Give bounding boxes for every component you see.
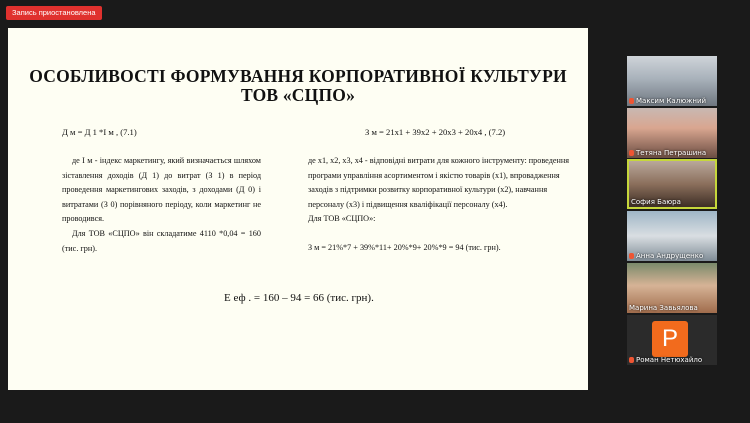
- left-paragraph-2: Для ТОВ «СЦПО» він складатиме 4110 *0,04 = 160 (тис. грн).: [62, 228, 261, 253]
- mic-muted-icon: [629, 357, 634, 363]
- participant-name: София Баюра: [631, 198, 681, 206]
- left-paragraph-1: де І м - індекс маркетингу, який визначається шляхом зіставлення доходів (Д 1) до витрат (З 1) в період проведення маркетингових заходів, з доходами (Д 0) і витратами (З 0) порівняного періоду, коли маркетинг не проводився.: [62, 156, 261, 224]
- participant-tile[interactable]: [627, 315, 717, 365]
- right-paragraph-1: де х1, х2, х3, х4 - відповідні витрати для кожного інструменту: проведення програми управління асортиментом і якістю товарів (х1), впровадження заходів з підтримки розвитку корпоративної культури (х2), навчання персоналу (х3) і підвищення кваліфікації персоналу (х4).: [308, 156, 570, 209]
- formula-left: Д м = Д 1 *І м , (7.1): [62, 127, 137, 137]
- participant-tile[interactable]: [627, 56, 717, 106]
- participant-name: Максим Калюжний: [629, 97, 706, 105]
- right-paragraph-2: Для ТОВ «СЦПО»:: [308, 214, 376, 224]
- participant-name: Марина Завьялова: [629, 304, 698, 312]
- mic-muted-icon: [629, 253, 634, 259]
- participant-tile[interactable]: [627, 108, 717, 158]
- participant-tile-active[interactable]: [627, 159, 717, 209]
- participant-name: Роман Нетюхайло: [629, 356, 702, 364]
- recording-paused-badge[interactable]: Запись приостановлена: [6, 6, 102, 20]
- right-paragraph-3: З м = 21%*7 + 39%*11+ 20%*9+ 20%*9 = 94 (тис. грн).: [308, 242, 501, 252]
- participant-name: Тетяна Петрашина: [629, 149, 706, 157]
- shared-slide: [8, 28, 588, 390]
- participant-tile[interactable]: [627, 211, 717, 261]
- mic-muted-icon: [629, 98, 634, 104]
- slide-title: [8, 67, 588, 105]
- efficiency-result: Е еф . = 160 – 94 = 66 (тис. грн).: [224, 292, 374, 304]
- slide-title-line2: ТОВ «СЦПО»: [240, 85, 356, 105]
- avatar: Р: [652, 321, 688, 357]
- left-explanation: [62, 154, 261, 256]
- formula-right: З м = 21х1 + 39х2 + 20х3 + 20х4 , (7.2): [365, 127, 506, 137]
- right-explanation: [308, 154, 583, 256]
- participant-tile[interactable]: [627, 263, 717, 313]
- mic-muted-icon: [629, 150, 634, 156]
- participant-name: Анна Андрущенко: [629, 252, 703, 260]
- slide-title-line1: ОСОБЛИВОСТІ ФОРМУВАННЯ КОРПОРАТИВНОЇ КУЛЬТУРИ: [29, 66, 567, 86]
